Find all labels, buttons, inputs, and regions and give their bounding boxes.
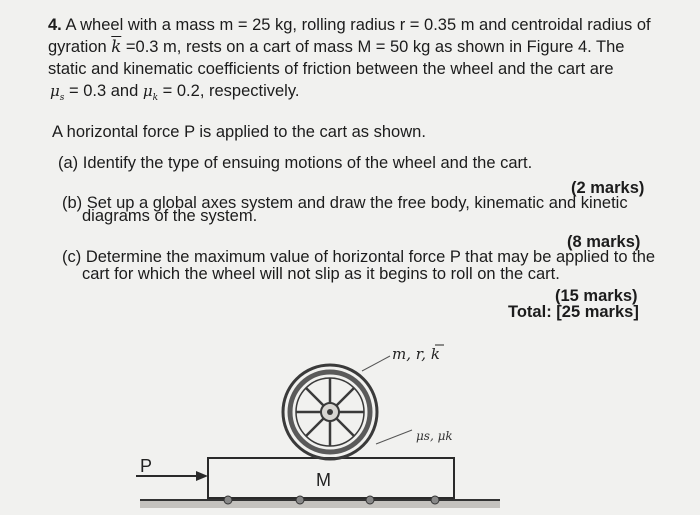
problem-text-2b: =0.3 m, rests on a cart of mass M = 50 kg as shown in Figure 4. The bbox=[125, 38, 625, 56]
part-c-line-1: (c) Determine the maximum value of horizontal force P that may be applied to the bbox=[62, 248, 656, 266]
cart-wheel-mid-left bbox=[296, 496, 304, 504]
mu-k-symbol: $\mu_k$ bbox=[142, 82, 159, 103]
marks-c: (15 marks) bbox=[555, 287, 638, 305]
problem-number: 4. bbox=[48, 16, 62, 34]
wheel-leader-line bbox=[362, 356, 390, 371]
part-b-line-2: diagrams of the system. bbox=[82, 207, 258, 225]
marks-a: (2 marks) bbox=[571, 179, 645, 197]
force-statement: A horizontal force P is applied to the cart as shown. bbox=[52, 123, 426, 141]
problem-text-1: A wheel with a mass m = 25 kg, rolling radius r = 0.35 m and centroidal radius of bbox=[65, 16, 651, 34]
problem-text-4a: = 0.3 and bbox=[68, 82, 139, 100]
cart-wheel-left bbox=[224, 496, 232, 504]
mu-s-symbol: $\mu_s$ bbox=[50, 82, 65, 103]
cart-wheel-right bbox=[431, 496, 439, 504]
wheel-label: m, r, k bbox=[392, 345, 440, 363]
force-label: P bbox=[140, 456, 153, 476]
problem-line-3: static and kinematic coefficients of friction between the wheel and the cart are bbox=[48, 60, 614, 78]
friction-label: μs, μk bbox=[416, 429, 453, 443]
part-c-line-2: cart for which the wheel will not slip as it begins to roll on the cart. bbox=[82, 265, 560, 283]
k-bar-symbol: $\overline{k}$ bbox=[111, 37, 122, 56]
problem-text-4b: = 0.2, respectively. bbox=[162, 82, 300, 100]
force-arrow-head bbox=[196, 471, 208, 481]
cart-body bbox=[208, 458, 454, 498]
cart-wheel-mid-right bbox=[366, 496, 374, 504]
problem-text-2a: gyration bbox=[48, 38, 107, 56]
floor bbox=[140, 500, 500, 508]
part-b-line-1: (b) Set up a global axes system and draw the free body, kinematic and kinetic bbox=[62, 194, 628, 212]
marks-b: (8 marks) bbox=[567, 233, 641, 251]
cart-label: M bbox=[316, 470, 331, 490]
part-a: (a) Identify the type of ensuing motions of the wheel and the cart. bbox=[58, 154, 533, 172]
friction-leader-line bbox=[376, 430, 412, 444]
wheel bbox=[283, 365, 377, 459]
total-marks: Total: [25 marks] bbox=[508, 303, 639, 321]
